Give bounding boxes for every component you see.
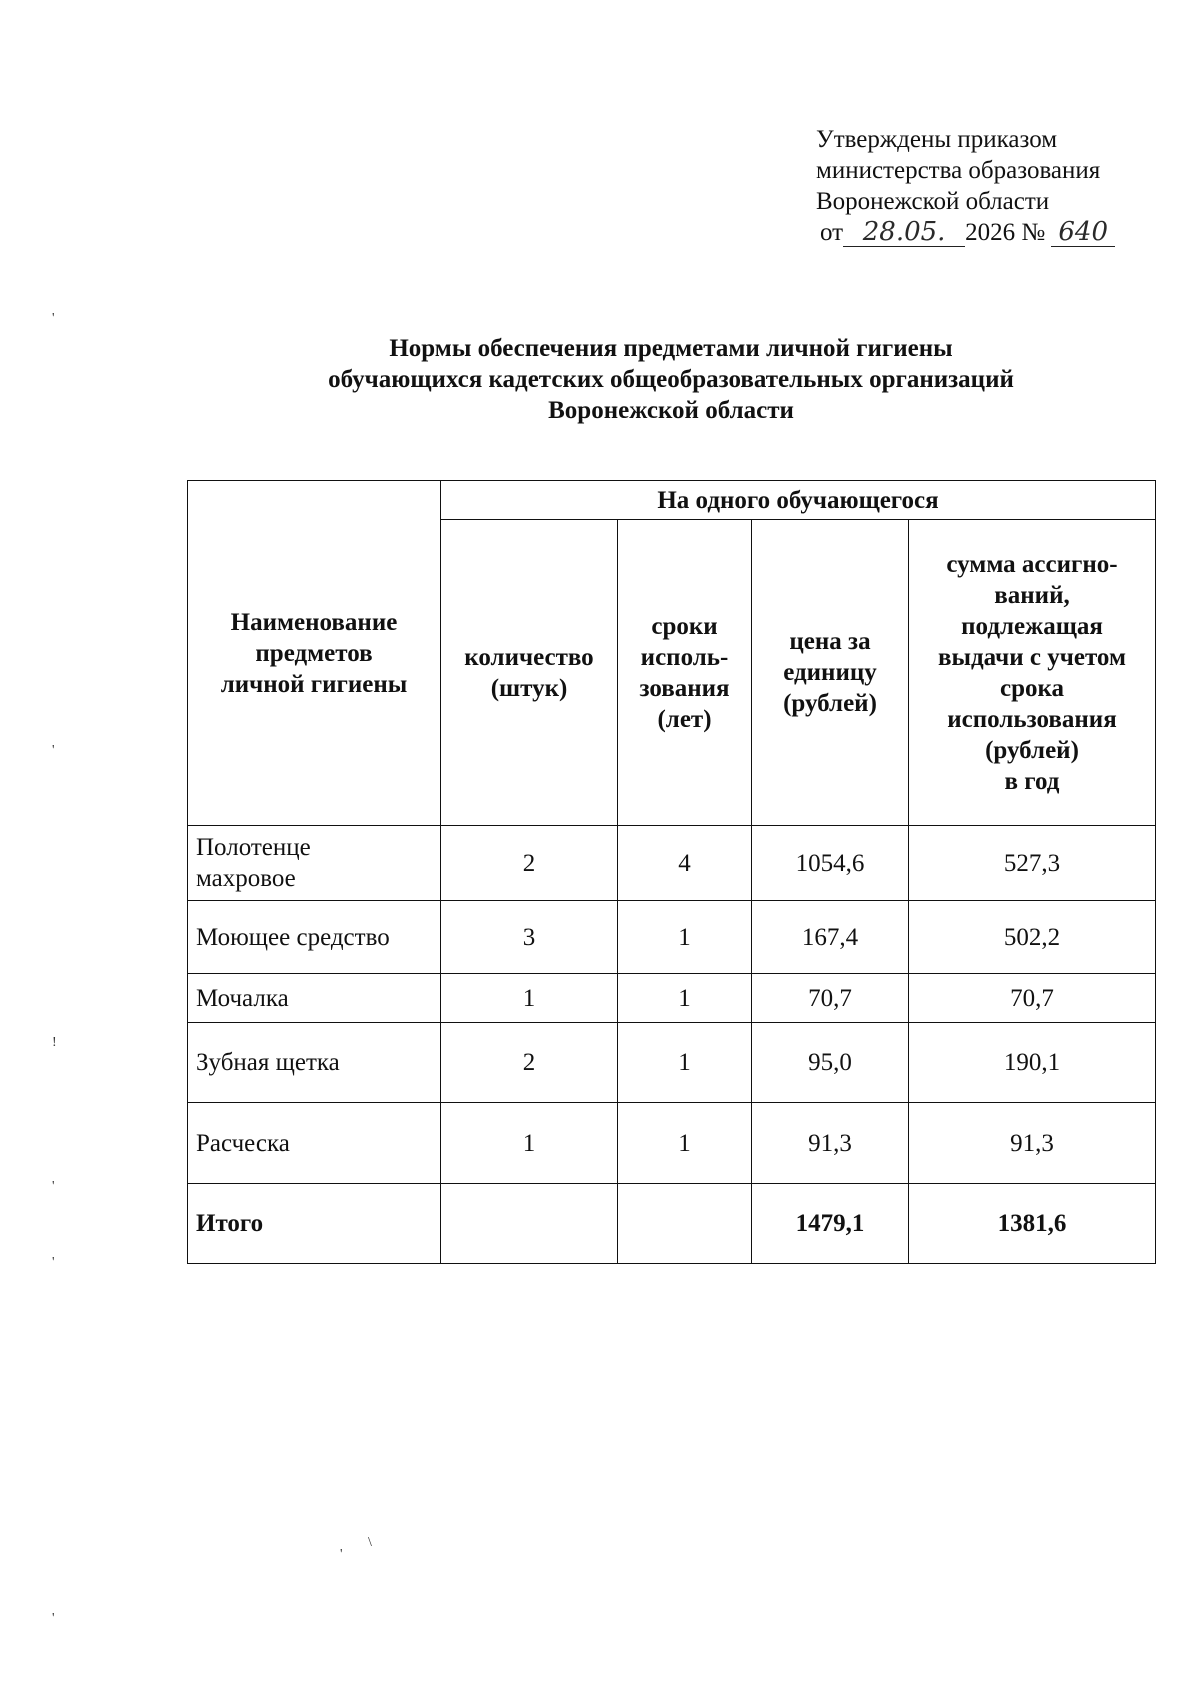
total-row <box>188 1184 1156 1264</box>
table-row <box>188 1103 1156 1184</box>
table-row <box>188 826 1156 901</box>
item-sum: 190,1 <box>909 1023 1156 1103</box>
item-sum: 91,3 <box>909 1103 1156 1184</box>
item-quantity: 2 <box>441 1023 618 1103</box>
item-quantity: 1 <box>441 974 618 1023</box>
item-sum: 527,3 <box>909 826 1156 901</box>
item-sum: 70,7 <box>909 974 1156 1023</box>
handwritten-order-number: 640 <box>1051 219 1115 247</box>
approval-date-line <box>816 217 1156 248</box>
handwritten-date: 28.05. <box>843 219 965 247</box>
item-name: Мочалка <box>188 974 441 1023</box>
approval-line-2: министерства образования <box>816 157 1101 184</box>
header-quantity: количество (штук) <box>441 520 618 826</box>
title-line-2: обучающихся кадетских общеобразовательных организаций <box>328 366 1014 393</box>
table-row <box>188 974 1156 1023</box>
table-row <box>188 1023 1156 1103</box>
item-price: 91,3 <box>752 1103 909 1184</box>
header-per-student: На одного обучающегося <box>441 481 1156 520</box>
title-line-3: Воронежской области <box>548 397 794 424</box>
approval-line-1: Утверждены приказом <box>816 126 1058 153</box>
document-title <box>0 333 1200 426</box>
total-label: Итого <box>188 1184 441 1264</box>
item-quantity: 1 <box>441 1103 618 1184</box>
total-price: 1479,1 <box>752 1184 909 1264</box>
item-price: 167,4 <box>752 901 909 974</box>
approval-block <box>816 124 1156 248</box>
title-line-1: Нормы обеспечения предметами личной гигиены <box>389 335 953 362</box>
header-usage-term: сроки исполь- зования (лет) <box>618 520 752 826</box>
date-prefix: от <box>820 219 844 246</box>
approval-line-3: Воронежской области <box>816 188 1050 215</box>
total-sum: 1381,6 <box>909 1184 1156 1264</box>
item-quantity: 2 <box>441 826 618 901</box>
item-price: 70,7 <box>752 974 909 1023</box>
table-row <box>188 901 1156 974</box>
header-item-name: Наименование предметов личной гигиены <box>188 481 441 826</box>
total-quantity <box>441 1184 618 1264</box>
item-price: 95,0 <box>752 1023 909 1103</box>
norms-table <box>187 480 1156 1264</box>
item-price: 1054,6 <box>752 826 909 901</box>
total-term <box>618 1184 752 1264</box>
item-sum: 502,2 <box>909 901 1156 974</box>
item-term: 1 <box>618 1023 752 1103</box>
item-term: 1 <box>618 974 752 1023</box>
item-name: Зубная щетка <box>188 1023 441 1103</box>
item-term: 1 <box>618 1103 752 1184</box>
item-name: Полотенце махровое <box>188 826 441 901</box>
item-term: 1 <box>618 901 752 974</box>
order-year: 2026 № <box>965 219 1046 246</box>
header-unit-price: цена за единицу (рублей) <box>752 520 909 826</box>
header-allocation-sum: сумма ассигно- ваний, подлежащая выдачи с учетом срока использования (рублей) в год <box>909 520 1156 826</box>
item-term: 4 <box>618 826 752 901</box>
item-name: Расческа <box>188 1103 441 1184</box>
item-name: Моющее средство <box>188 901 441 974</box>
item-quantity: 3 <box>441 901 618 974</box>
